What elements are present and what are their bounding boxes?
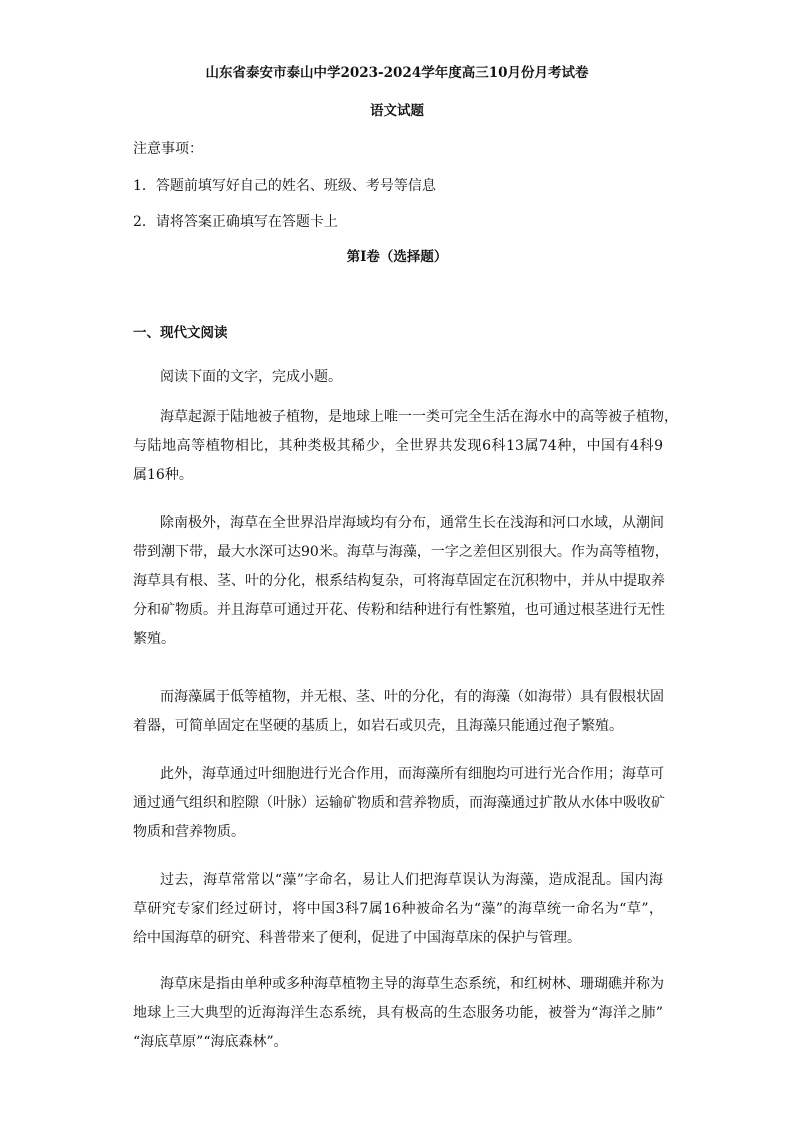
part-title: 第I卷（选择题） — [346, 249, 448, 265]
paragraph-line: “海底草原”“海底森林”。 — [133, 1034, 288, 1050]
passage-paragraph — [133, 509, 669, 654]
paragraph-line: 带到潮下带，最大水深可达90米。海草与海藻，一字之差但区别很大。作为高等植物， — [133, 544, 669, 560]
paragraph-line: 而海藻属于低等植物，并无根、茎、叶的分化，有的海藻（如海带）具有假根状固 — [160, 689, 664, 705]
passage-paragraph — [133, 403, 678, 490]
paragraph-line: 给中国海草的研究、科普带来了便利，促进了中国海草床的保护与管理。 — [133, 930, 581, 946]
paragraph-line: 过去，海草常常以“藻”字命名，易让人们把海草误认为海藻，造成混乱。国内海 — [160, 872, 663, 888]
passage-paragraph — [133, 760, 663, 847]
paragraph-line: 属16种。 — [133, 467, 193, 483]
paragraph-line: 物质和营养物质。 — [133, 824, 245, 840]
reading-instruction: 阅读下面的文字，完成小题。 — [160, 369, 342, 385]
paragraph-line: 与陆地高等植物相比，其种类极其稀少，全世界共发现6科13属74种，中国有4科9 — [133, 438, 663, 454]
paragraph-line: 着器，可简单固定在坚硬的基质上，如岩石或贝壳，且海藻只能通过孢子繁殖。 — [133, 718, 623, 734]
paragraph-line: 分和矿物质。并且海草可通过开花、传粉和结种进行有性繁殖，也可通过根茎进行无性 — [133, 602, 665, 618]
paragraph-line: 通过通气组织和腔隙（叶脉）运输矿物质和营养物质，而海藻通过扩散从水体中吸收矿 — [133, 795, 665, 811]
paragraph-line: 繁殖。 — [133, 631, 175, 647]
notice-item: 1．答题前填写好自己的姓名、班级、考号等信息 — [133, 178, 436, 194]
paragraph-line: 海草具有根、茎、叶的分化，根系结构复杂，可将海草固定在沉积物中，并从中提取养 — [133, 573, 665, 589]
paragraph-line: 此外，海草通过叶细胞进行光合作用，而海藻所有细胞均可进行光合作用；海草可 — [160, 766, 664, 782]
exam-subtitle: 语文试题 — [370, 103, 424, 119]
passage-paragraph — [133, 683, 663, 741]
section-title: 一、现代文阅读 — [133, 325, 228, 341]
paragraph-line: 地球上三大典型的近海海洋生态系统，具有极高的生态服务功能，被誉为“海洋之肺” — [133, 1005, 663, 1021]
paragraph-line: 海草起源于陆地被子植物，是地球上唯一一类可完全生活在海水中的高等被子植物， — [160, 409, 678, 425]
paragraph-line: 海草床是指由单种或多种海草植物主导的海草生态系统，和红树林、珊瑚礁并称为 — [160, 976, 664, 992]
passage-paragraph — [133, 970, 663, 1057]
paragraph-line: 除南极外，海草在全世界沿岸海域均有分布，通常生长在浅海和河口水域，从潮间 — [160, 515, 664, 531]
notice-heading: 注意事项： — [133, 141, 203, 157]
notice-item: 2．请将答案正确填写在答题卡上 — [133, 214, 338, 230]
paragraph-line: 草研究专家们经过研讨，将中国3科7属16种被命名为“藻”的海草统一命名为“草”， — [133, 901, 663, 917]
passage-paragraph — [133, 866, 663, 953]
exam-title: 山东省泰安市泰山中学2023-2024学年度高三10月份月考试卷 — [205, 65, 589, 81]
